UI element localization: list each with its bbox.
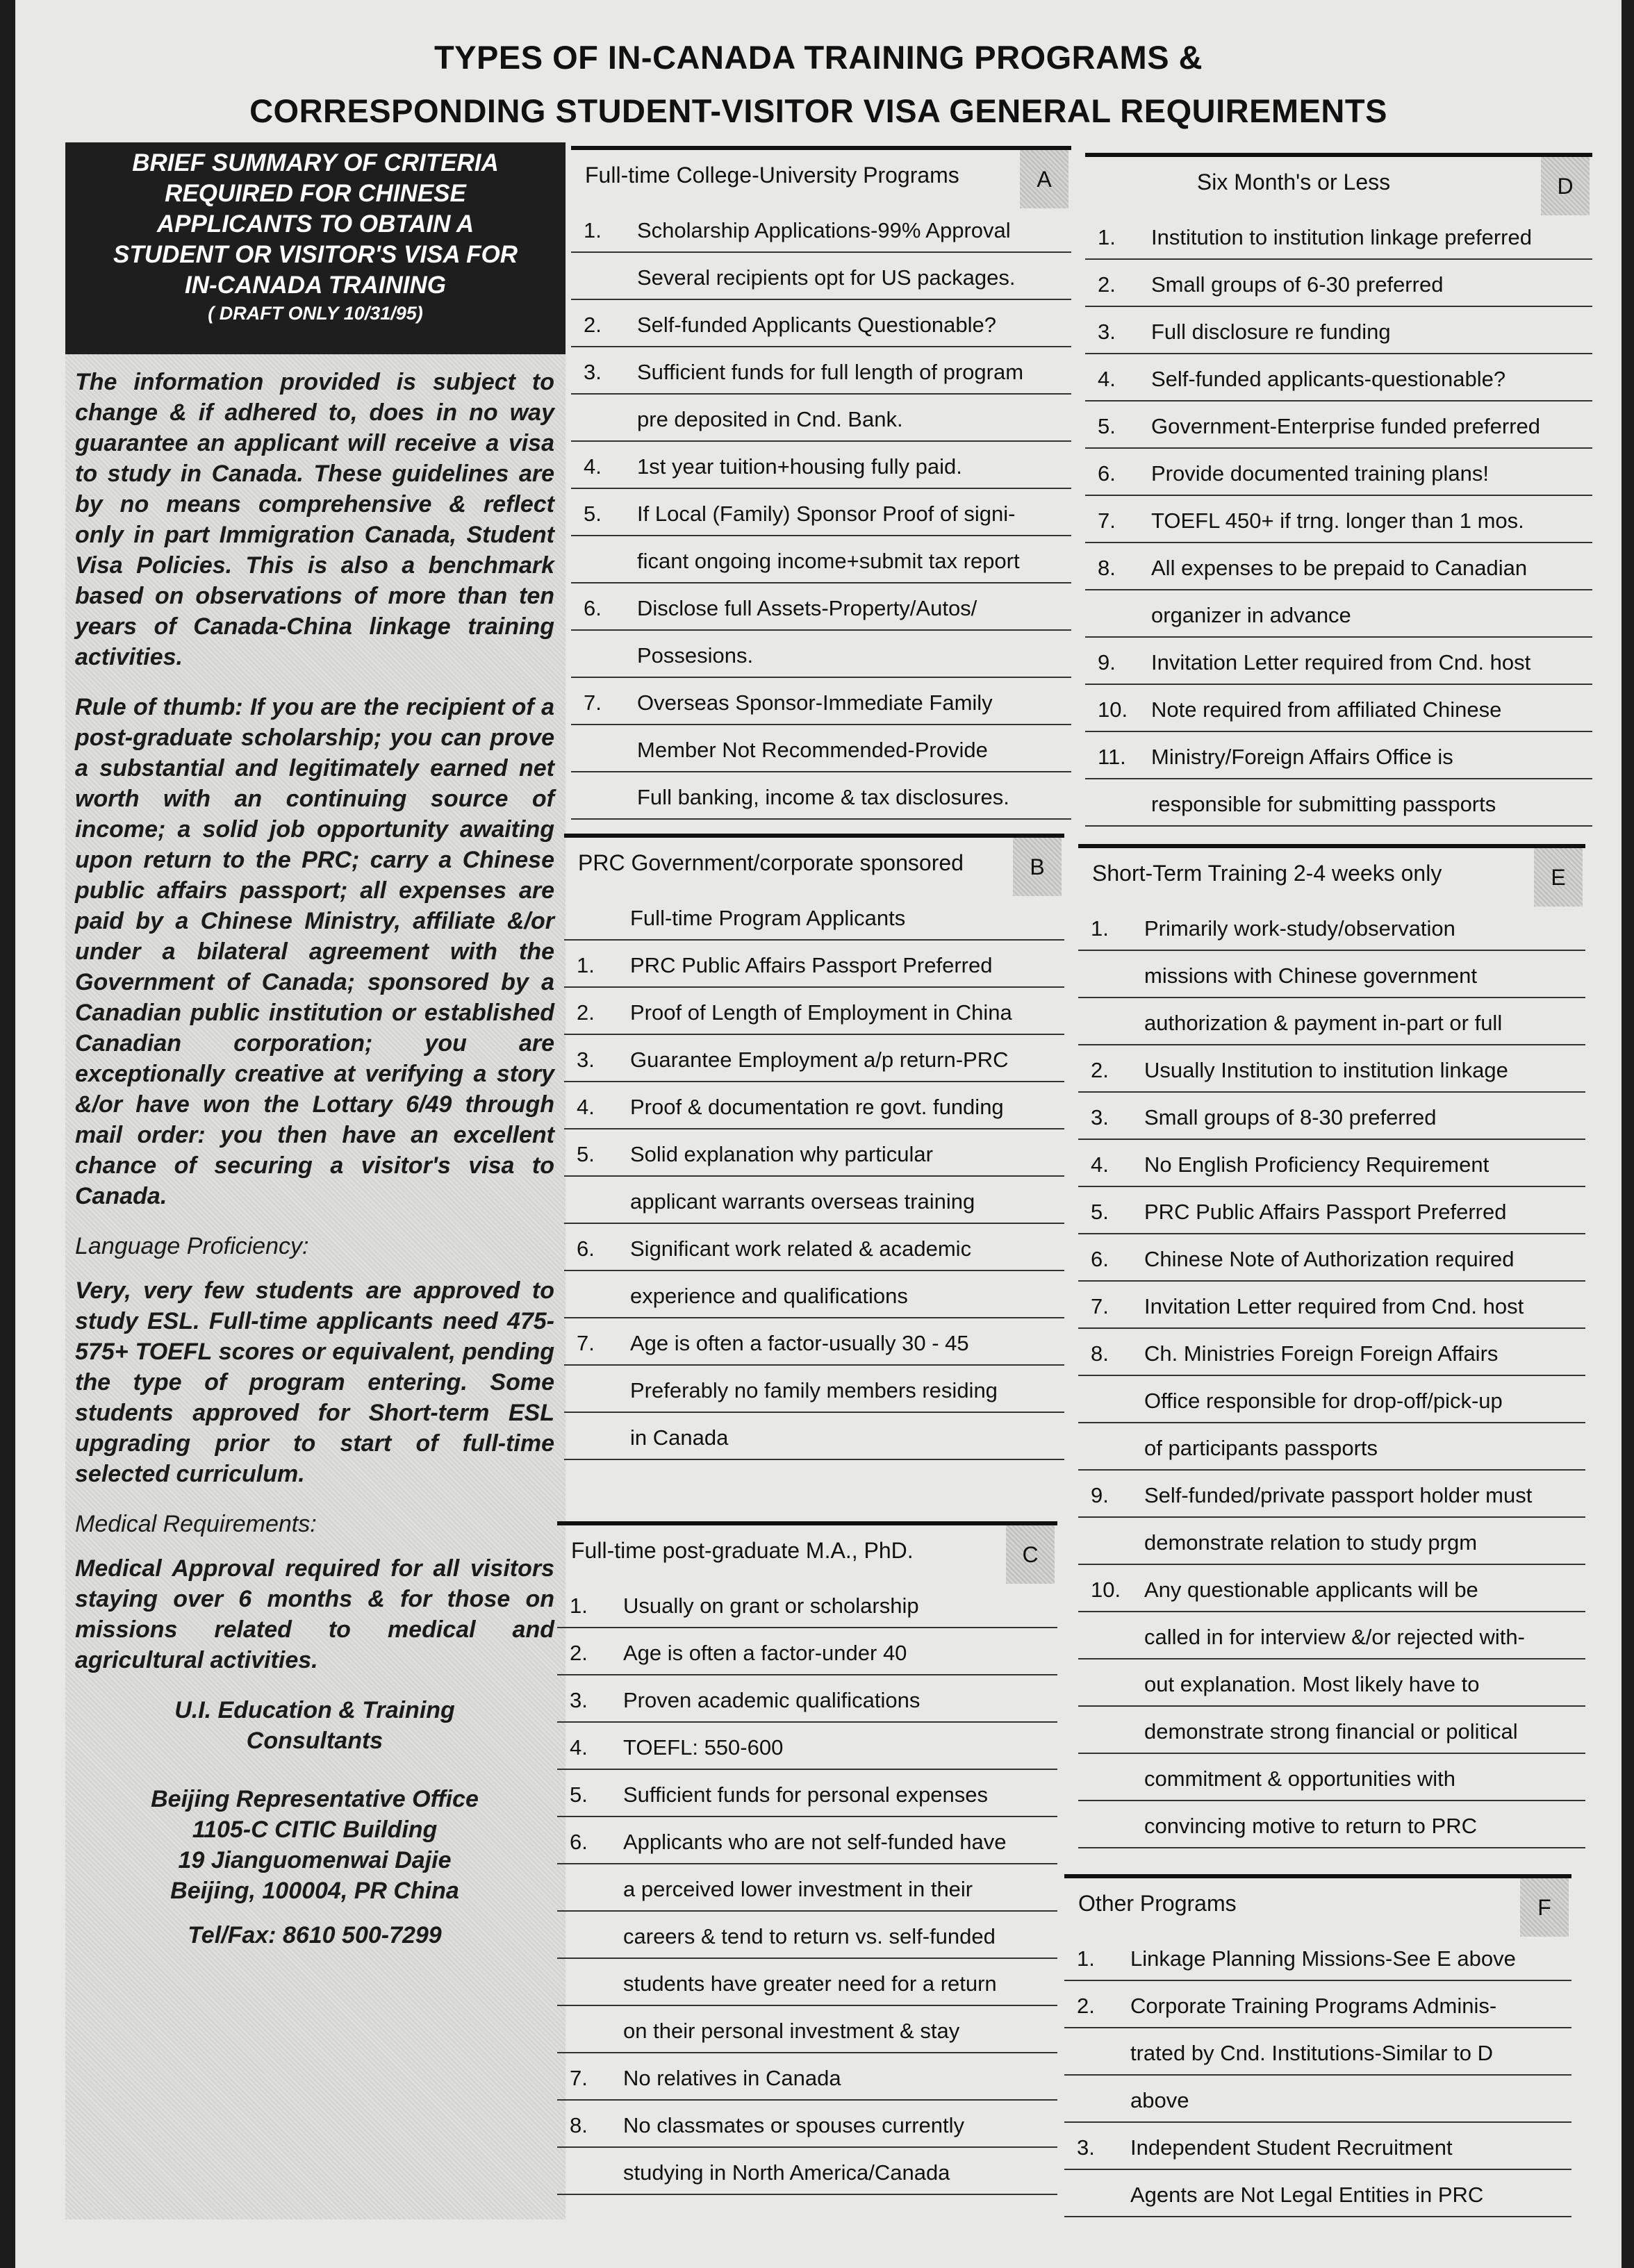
- item-number: 1.: [1098, 225, 1116, 249]
- item-number: 7.: [577, 1331, 595, 1355]
- item-text: commitment & opportunities with: [1144, 1766, 1455, 1791]
- requirement-row: [1085, 260, 1592, 307]
- item-text: out explanation. Most likely have to: [1144, 1672, 1480, 1696]
- item-number: 1.: [577, 953, 595, 977]
- item-text: Provide documented training plans!: [1151, 461, 1489, 486]
- panel-letter-badge: B: [1013, 838, 1062, 896]
- item-text: All expenses to be prepaid to Canadian: [1151, 556, 1528, 580]
- item-number: 8.: [1098, 556, 1116, 580]
- item-text: Agents are Not Legal Entities in PRC: [1130, 2183, 1484, 2207]
- panel-letter-badge: D: [1541, 157, 1590, 215]
- requirement-row: [564, 1366, 1064, 1413]
- requirement-row: [557, 1675, 1057, 1723]
- requirement-row: [1085, 543, 1592, 590]
- requirement-row: [1078, 1376, 1585, 1423]
- item-text: 1st year tuition+housing fully paid.: [637, 454, 962, 479]
- requirement-row: [1085, 685, 1592, 732]
- item-text: Preferably no family members residing: [630, 1378, 998, 1402]
- item-text: Office responsible for drop-off/pick-up: [1144, 1389, 1503, 1413]
- item-text: No English Proficiency Requirement: [1144, 1152, 1489, 1177]
- item-number: 7.: [570, 2066, 588, 2090]
- item-text: If Local (Family) Sponsor Proof of signi-: [637, 502, 1016, 526]
- item-number: 6.: [577, 1236, 595, 1261]
- item-number: 2.: [570, 1641, 588, 1665]
- requirement-row: [1085, 307, 1592, 354]
- requirement-row: [1085, 449, 1592, 496]
- requirement-row: [1085, 732, 1592, 779]
- requirement-row: [571, 300, 1071, 347]
- item-text: Ch. Ministries Foreign Foreign Affairs: [1144, 1341, 1499, 1366]
- item-text: Guarantee Employment a/p return-PRC: [630, 1048, 1009, 1072]
- item-text: students have greater need for a return: [623, 1971, 997, 1996]
- panel-d-six-months: [1085, 153, 1592, 827]
- panel-header: [571, 146, 1071, 206]
- item-number: 7.: [1098, 508, 1116, 533]
- item-text: Disclose full Assets-Property/Autos/: [637, 596, 977, 620]
- item-number: 2.: [1077, 1994, 1095, 2018]
- requirement-row: [557, 2006, 1057, 2053]
- item-text: Proven academic qualifications: [623, 1688, 921, 1712]
- item-number: 6.: [1098, 461, 1116, 486]
- item-text: Any questionable applicants will be: [1144, 1578, 1478, 1602]
- item-text: convincing motive to return to PRC: [1144, 1814, 1477, 1838]
- requirement-row: [1078, 1140, 1585, 1187]
- requirement-row: [564, 1129, 1064, 1177]
- item-number: 6.: [570, 1830, 588, 1854]
- item-text: Proof & documentation re govt. funding: [630, 1095, 1004, 1119]
- item-text: No classmates or spouses currently: [623, 2113, 965, 2137]
- requirement-row: [1078, 1471, 1585, 1518]
- item-text: demonstrate strong financial or political: [1144, 1719, 1518, 1744]
- panel-title: Full-time College-University Programs: [585, 163, 959, 188]
- summary-column: [65, 142, 566, 2219]
- medical-heading: Medical Requirements:: [75, 1511, 317, 1537]
- requirement-row: [564, 1035, 1064, 1082]
- language-heading: Language Proficiency:: [75, 1233, 309, 1259]
- item-text: Full banking, income & tax disclosures.: [637, 785, 1009, 809]
- item-text: above: [1130, 2088, 1189, 2112]
- item-text: Invitation Letter required from Cnd. host: [1144, 1294, 1524, 1318]
- item-text: careers & tend to return vs. self-funded: [623, 1924, 996, 1948]
- requirement-row: [1078, 1093, 1585, 1140]
- draft-note: ( DRAFT ONLY 10/31/95): [208, 303, 423, 324]
- panel-letter-badge: A: [1020, 150, 1068, 208]
- org-name-line: U.I. Education & Training: [174, 1697, 455, 1723]
- requirement-row: [557, 2101, 1057, 2148]
- requirement-row: [1078, 1801, 1585, 1848]
- item-text: Institution to institution linkage preferred: [1151, 225, 1532, 249]
- panel-title: Six Month's or Less: [1196, 169, 1391, 194]
- item-number: 3.: [1091, 1105, 1109, 1129]
- requirement-row: [564, 1318, 1064, 1366]
- item-text: PRC Public Affairs Passport Preferred: [1144, 1200, 1507, 1224]
- requirement-row: [571, 253, 1071, 300]
- requirement-row: [1085, 213, 1592, 260]
- summary-title-line: STUDENT OR VISITOR'S VISA FOR: [113, 241, 518, 268]
- item-number: 4.: [577, 1095, 595, 1119]
- item-number: 1.: [1077, 1946, 1095, 1971]
- panel-letter-badge: F: [1520, 1878, 1569, 1937]
- item-text: Sufficient funds for full length of program: [637, 360, 1024, 384]
- requirement-row: [564, 893, 1064, 941]
- panel-header: [1078, 844, 1585, 904]
- requirement-row: [557, 1864, 1057, 1912]
- panel-e-short-term: [1078, 844, 1585, 1848]
- item-number: 9.: [1098, 650, 1116, 674]
- requirement-row: [557, 2053, 1057, 2101]
- rule-of-thumb-paragraph: Rule of thumb: If you are the recipient of a post-graduate scholarship; you can prove a substantial and legitimately earned net worth with an continuing source of income; a solid job opportunity awaiting upon return to the PRC; carry a Chinese public affairs passport; all expenses are paid by a Chinese Ministry, affiliate &/or under a bilateral agreement with the Government of Canada; sponsored by a Canadian public institution or established Canadian corporation; you are exceptionally creative at verifying a story &/or have won the Lottary 6/49 through mail order: you then have an excellent chance of securing a visitor's visa to Canada.: [75, 694, 554, 1209]
- requirement-row: [564, 1271, 1064, 1318]
- panel-title: Other Programs: [1078, 1891, 1237, 1916]
- requirement-row: [1078, 1234, 1585, 1282]
- summary-body: [65, 354, 566, 2219]
- requirement-row: [1078, 998, 1585, 1045]
- item-number: 8.: [570, 2113, 588, 2137]
- item-text: trated by Cnd. Institutions-Similar to D: [1130, 2041, 1494, 2065]
- item-number: 2.: [577, 1000, 595, 1025]
- item-number: 6.: [1091, 1247, 1109, 1271]
- item-text: called in for interview &/or rejected with-: [1144, 1625, 1525, 1649]
- item-text: organizer in advance: [1151, 603, 1351, 627]
- panel-c-post-graduate: [557, 1521, 1057, 2195]
- panel-title: Full-time post-graduate M.A., PhD.: [571, 1538, 914, 1563]
- item-number: 11.: [1098, 745, 1126, 769]
- item-number: 4.: [584, 454, 602, 479]
- requirement-row: [557, 1723, 1057, 1770]
- requirement-row: [564, 941, 1064, 988]
- item-number: 3.: [1098, 320, 1116, 344]
- panel-letter-badge: E: [1534, 848, 1583, 907]
- panel-header: [564, 834, 1064, 893]
- item-text: Scholarship Applications-99% Approval: [637, 218, 1011, 242]
- requirement-row: [1078, 1565, 1585, 1612]
- item-text: ficant ongoing income+submit tax report: [637, 549, 1020, 573]
- requirement-row: [557, 1628, 1057, 1675]
- office-line: 19 Jianguomenwai Dajie: [178, 1847, 452, 1873]
- language-paragraph: Very, very few students are approved to study ESL. Full-time applicants need 475-575+ TOEFL scores or equivalent, pending the type of program entering. Some students approved for Short-term ESL upgrading prior to start of full-time selected curriculum.: [75, 1277, 554, 1487]
- item-number: 2.: [584, 313, 602, 337]
- item-text: Proof of Length of Employment in China: [630, 1000, 1012, 1025]
- office-line: 1105-C CITIC Building: [192, 1816, 438, 1843]
- item-number: 1.: [584, 218, 602, 242]
- item-text: Age is often a factor-under 40: [623, 1641, 907, 1665]
- item-number: 7.: [584, 690, 602, 715]
- requirement-row: [571, 489, 1071, 536]
- panel-title: Short-Term Training 2-4 weeks only: [1092, 861, 1442, 886]
- requirement-row: [1085, 496, 1592, 543]
- item-number: 2.: [1098, 272, 1116, 297]
- panel-f-other-programs: [1064, 1874, 1571, 2217]
- requirement-row: [571, 678, 1071, 725]
- panel-header: [1085, 153, 1592, 213]
- panel-b-prc-sponsored: [564, 834, 1064, 1460]
- requirement-row: [557, 1959, 1057, 2006]
- item-text: Member Not Recommended-Provide: [637, 738, 988, 762]
- panel-header: [557, 1521, 1057, 1581]
- item-text: Several recipients opt for US packages.: [637, 265, 1016, 290]
- item-number: 8.: [1091, 1341, 1109, 1366]
- item-number: 1.: [1091, 916, 1109, 941]
- panel-letter-badge: C: [1006, 1525, 1055, 1584]
- requirement-row: [557, 2148, 1057, 2195]
- item-text: responsible for submitting passports: [1151, 792, 1496, 816]
- item-text: Government-Enterprise funded preferred: [1151, 414, 1541, 438]
- requirement-row: [1078, 904, 1585, 951]
- item-number: 5.: [1091, 1200, 1109, 1224]
- item-text: Small groups of 8-30 preferred: [1144, 1105, 1437, 1129]
- item-number: 3.: [570, 1688, 588, 1712]
- item-text: experience and qualifications: [630, 1284, 908, 1308]
- item-number: 4.: [1091, 1152, 1109, 1177]
- requirement-row: [1064, 1981, 1571, 2028]
- item-text: Chinese Note of Authorization required: [1144, 1247, 1515, 1271]
- item-number: 10.: [1091, 1578, 1121, 1602]
- summary-title-line: IN-CANADA TRAINING: [185, 272, 446, 299]
- medical-paragraph: Medical Approval required for all visitors staying over 6 months & for those on missions related to medical and agricultural activities.: [75, 1555, 554, 1673]
- summary-title-line: REQUIRED FOR CHINESE: [165, 180, 466, 207]
- page-title-line-2: CORRESPONDING STUDENT-VISITOR VISA GENERAL REQUIREMENTS: [249, 92, 1387, 129]
- item-text: demonstrate relation to study prgm: [1144, 1530, 1478, 1555]
- requirement-row: [1085, 779, 1592, 827]
- item-number: 1.: [570, 1594, 588, 1618]
- org-name: [75, 1695, 554, 1756]
- requirement-row: [1064, 2123, 1571, 2170]
- requirement-row: [1064, 2170, 1571, 2217]
- item-text: Age is often a factor-usually 30 - 45: [630, 1331, 969, 1355]
- requirement-row: [571, 772, 1071, 820]
- intro-paragraph: The information provided is subject to change & if adhered to, does in no way guarantee an applicant will receive a visa to study in Canada. These guidelines are by no means comprehensive & reflect only in part Immigration Canada, Student Visa Policies. This is also a benchmark based on observations of more than ten years of Canada-China linkage training activities.: [75, 369, 554, 670]
- requirement-row: [1078, 1659, 1585, 1707]
- page-title-line-1: TYPES OF IN-CANADA TRAINING PROGRAMS &: [434, 39, 1203, 76]
- requirement-row: [1078, 1518, 1585, 1565]
- office-line: Beijing Representative Office: [151, 1786, 479, 1812]
- item-text: Usually on grant or scholarship: [623, 1594, 919, 1618]
- summary-title-box: [65, 142, 566, 354]
- requirement-row: [1078, 1329, 1585, 1376]
- requirement-row: [1085, 354, 1592, 402]
- item-text: Ministry/Foreign Affairs Office is: [1151, 745, 1453, 769]
- item-number: 5.: [577, 1142, 595, 1166]
- item-text: No relatives in Canada: [623, 2066, 841, 2090]
- item-text: Self-funded Applicants Questionable?: [637, 313, 997, 337]
- item-text: Significant work related & academic: [630, 1236, 972, 1261]
- item-number: 6.: [584, 596, 602, 620]
- requirement-row: [1064, 2076, 1571, 2123]
- item-text: Full-time Program Applicants: [630, 906, 906, 930]
- requirement-row: [1078, 1282, 1585, 1329]
- requirement-row: [1078, 1045, 1585, 1093]
- item-text: pre deposited in Cnd. Bank.: [637, 407, 903, 431]
- item-text: Self-funded/private passport holder must: [1144, 1483, 1533, 1507]
- requirement-row: [557, 1770, 1057, 1817]
- requirement-row: [1085, 402, 1592, 449]
- requirement-row: [571, 442, 1071, 489]
- summary-title-line: APPLICANTS TO OBTAIN A: [156, 210, 474, 238]
- requirement-row: [571, 206, 1071, 253]
- requirement-row: [1078, 1423, 1585, 1471]
- item-text: of participants passports: [1144, 1436, 1378, 1460]
- item-text: Self-funded applicants-questionable?: [1151, 367, 1506, 391]
- requirement-row: [1078, 951, 1585, 998]
- requirement-row: [571, 347, 1071, 395]
- item-text: Solid explanation why particular: [630, 1142, 933, 1166]
- requirement-row: [1085, 638, 1592, 685]
- requirement-row: [571, 725, 1071, 772]
- item-text: Primarily work-study/observation: [1144, 916, 1455, 941]
- item-text: TOEFL: 550-600: [623, 1735, 784, 1760]
- item-text: authorization & payment in-part or full: [1144, 1011, 1503, 1035]
- requirement-row: [1078, 1754, 1585, 1801]
- panel-a-college-university: [571, 146, 1071, 820]
- item-number: 3.: [584, 360, 602, 384]
- item-text: Applicants who are not self-funded have: [623, 1830, 1007, 1854]
- requirement-row: [564, 1413, 1064, 1460]
- item-number: 3.: [1077, 2135, 1095, 2160]
- item-number: 10.: [1098, 697, 1128, 722]
- requirement-row: [1078, 1612, 1585, 1659]
- requirement-row: [1064, 2028, 1571, 2076]
- item-text: Small groups of 6-30 preferred: [1151, 272, 1444, 297]
- document-page: [15, 0, 1621, 2268]
- item-text: Note required from affiliated Chinese: [1151, 697, 1502, 722]
- requirement-row: [1078, 1187, 1585, 1234]
- item-number: 4.: [570, 1735, 588, 1760]
- item-text: Independent Student Recruitment: [1130, 2135, 1453, 2160]
- item-number: 9.: [1091, 1483, 1109, 1507]
- org-name-line: Consultants: [246, 1728, 383, 1754]
- item-text: Linkage Planning Missions-See E above: [1130, 1946, 1516, 1971]
- requirement-row: [571, 536, 1071, 583]
- item-number: 5.: [584, 502, 602, 526]
- item-text: TOEFL 450+ if trng. longer than 1 mos.: [1151, 508, 1524, 533]
- panel-title: PRC Government/corporate sponsored: [578, 850, 964, 875]
- summary-title-line: BRIEF SUMMARY OF CRITERIA: [132, 149, 499, 176]
- item-number: 7.: [1091, 1294, 1109, 1318]
- panel-header: [1064, 1874, 1571, 1934]
- requirement-row: [564, 1177, 1064, 1224]
- item-text: Invitation Letter required from Cnd. host: [1151, 650, 1531, 674]
- item-number: 4.: [1098, 367, 1116, 391]
- requirement-row: [564, 988, 1064, 1035]
- item-number: 3.: [577, 1048, 595, 1072]
- office-address: [75, 1784, 554, 1951]
- requirement-row: [571, 631, 1071, 678]
- requirement-row: [564, 1224, 1064, 1271]
- requirement-row: [564, 1082, 1064, 1129]
- item-text: Overseas Sponsor-Immediate Family: [637, 690, 993, 715]
- item-text: missions with Chinese government: [1144, 963, 1477, 988]
- item-text: applicant warrants overseas training: [630, 1189, 975, 1214]
- item-text: studying in North America/Canada: [623, 2160, 950, 2185]
- item-number: 2.: [1091, 1058, 1109, 1082]
- item-text: PRC Public Affairs Passport Preferred: [630, 953, 993, 977]
- item-number: 5.: [570, 1782, 588, 1807]
- requirement-row: [557, 1912, 1057, 1959]
- item-text: in Canada: [630, 1425, 729, 1450]
- item-text: Corporate Training Programs Adminis-: [1130, 1994, 1497, 2018]
- requirement-row: [571, 583, 1071, 631]
- requirement-row: [571, 395, 1071, 442]
- requirement-row: [557, 1817, 1057, 1864]
- item-text: Usually Institution to institution linkage: [1144, 1058, 1508, 1082]
- requirement-row: [557, 1581, 1057, 1628]
- item-text: Full disclosure re funding: [1151, 320, 1391, 344]
- item-text: Sufficient funds for personal expenses: [623, 1782, 989, 1807]
- requirement-row: [1064, 1934, 1571, 1981]
- requirement-row: [1078, 1707, 1585, 1754]
- item-text: Possesions.: [637, 643, 754, 668]
- item-text: a perceived lower investment in their: [623, 1877, 973, 1901]
- office-line: Beijing, 100004, PR China: [170, 1878, 459, 1904]
- tel-fax: Tel/Fax: 8610 500-7299: [188, 1922, 442, 1948]
- requirement-row: [1085, 590, 1592, 638]
- item-text: on their personal investment & stay: [623, 2019, 960, 2043]
- item-number: 5.: [1098, 414, 1116, 438]
